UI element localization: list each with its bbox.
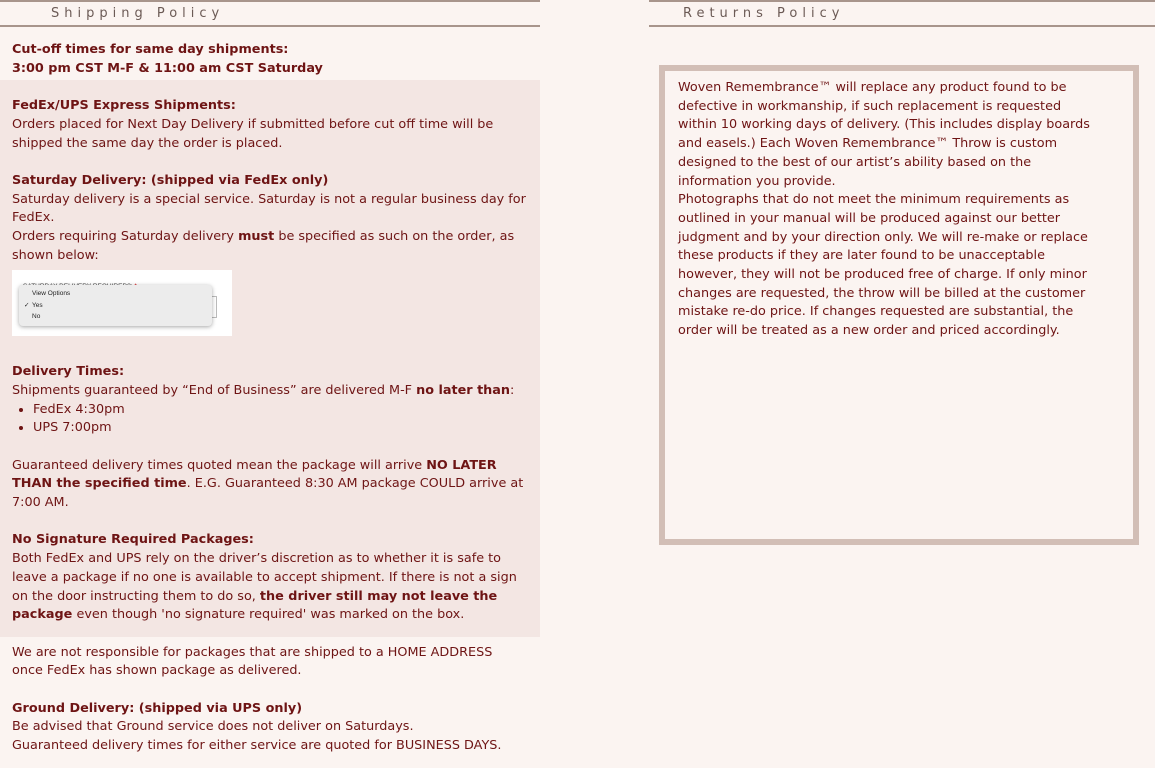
saturday-text-1: Saturday delivery is a special service. Saturday is not a regular business day for FedEx.: [12, 191, 526, 226]
ground-title: Ground Delivery: (shipped via UPS only): [12, 700, 303, 716]
option-no: No: [32, 313, 41, 321]
saturday-delivery-example-image: [12, 270, 232, 336]
returns-policy-box: [659, 65, 1139, 545]
no-signature-title: No Signature Required Packages:: [12, 532, 254, 548]
express-text: Orders placed for Next Day Delivery if submitted before cut off time will be shipped the same day the order is placed.: [12, 116, 494, 151]
returns-policy-content: [678, 79, 1094, 341]
list-item: • FedEx 4:30pm: [33, 401, 527, 420]
saturday-example-dropdown: [19, 285, 212, 326]
saturday-text-2: Orders requiring Saturday delivery must be specified as such on the order, as shown below:: [12, 229, 515, 263]
shipping-policy-content: [12, 41, 527, 756]
cutoff-times: 3:00 pm CST M-F & 11:00 am CST Saturday: [12, 60, 323, 76]
shipping-policy-header: Shipping Policy: [0, 0, 540, 27]
list-item: • UPS 7:00pm: [33, 419, 527, 438]
check-icon: ✓: [24, 302, 30, 310]
no-signature-text: Both FedEx and UPS rely on the driver’s discretion as to whether it is safe to leave a package if no one is available to accept shipment. If there is not a sign on the door instructing them to do so, the driver still may not leave the package even though 'no signature required' was marked on the box.: [12, 551, 517, 623]
cutoff-title: Cut-off times for same day shipments:: [12, 42, 289, 57]
ground-text-1: Be advised that Ground service does not deliver on Saturdays.: [12, 719, 414, 735]
returns-policy-header: Returns Policy: [649, 0, 1155, 27]
express-title: FedEx/UPS Express Shipments:: [12, 98, 236, 114]
guaranteed-text: Guaranteed delivery times quoted mean the package will arrive NO LATER THAN the specified time. E.G. Guaranteed 8:30 AM package COULD arrive at 7:00 AM.: [12, 457, 524, 510]
returns-paragraph-1: Woven Remembrance™ will replace any product found to be defective in workmanship, if such replacement is requested within 10 working days of delivery. (This includes display boards and easels.) Each Woven Remembrance™ Throw is custom designed to the best of our artist’s ability based on the information you provide.: [678, 80, 1090, 189]
home-address-text: We are not responsible for packages that are shipped to a HOME ADDRESS once FedEx has shown package as delivered.: [12, 644, 493, 679]
returns-paragraph-2: Photographs that do not meet the minimum requirements as outlined in your manual will be produced against our better judgment and by your direction only. We will re-make or replace these products if they are later found to be unacceptable however, they will not be produced free of charge. If only minor changes are requested, the throw will be billed at the customer mistake re-do price. If changes requested are substantial, the order will be treated as a new order and priced accordingly.: [678, 192, 1088, 339]
delivery-times-list: [12, 401, 527, 438]
delivery-times-title: Delivery Times:: [12, 364, 125, 380]
option-yes: Yes: [32, 302, 43, 310]
ground-text-2: Guaranteed delivery times for either service are quoted for BUSINESS DAYS.: [12, 738, 502, 754]
option-view-options: View Options: [32, 290, 71, 298]
saturday-title: Saturday Delivery: (shipped via FedEx only): [12, 172, 329, 188]
delivery-times-text: Shipments guaranteed by “End of Business” are delivered M-F no later than:: [12, 382, 515, 398]
